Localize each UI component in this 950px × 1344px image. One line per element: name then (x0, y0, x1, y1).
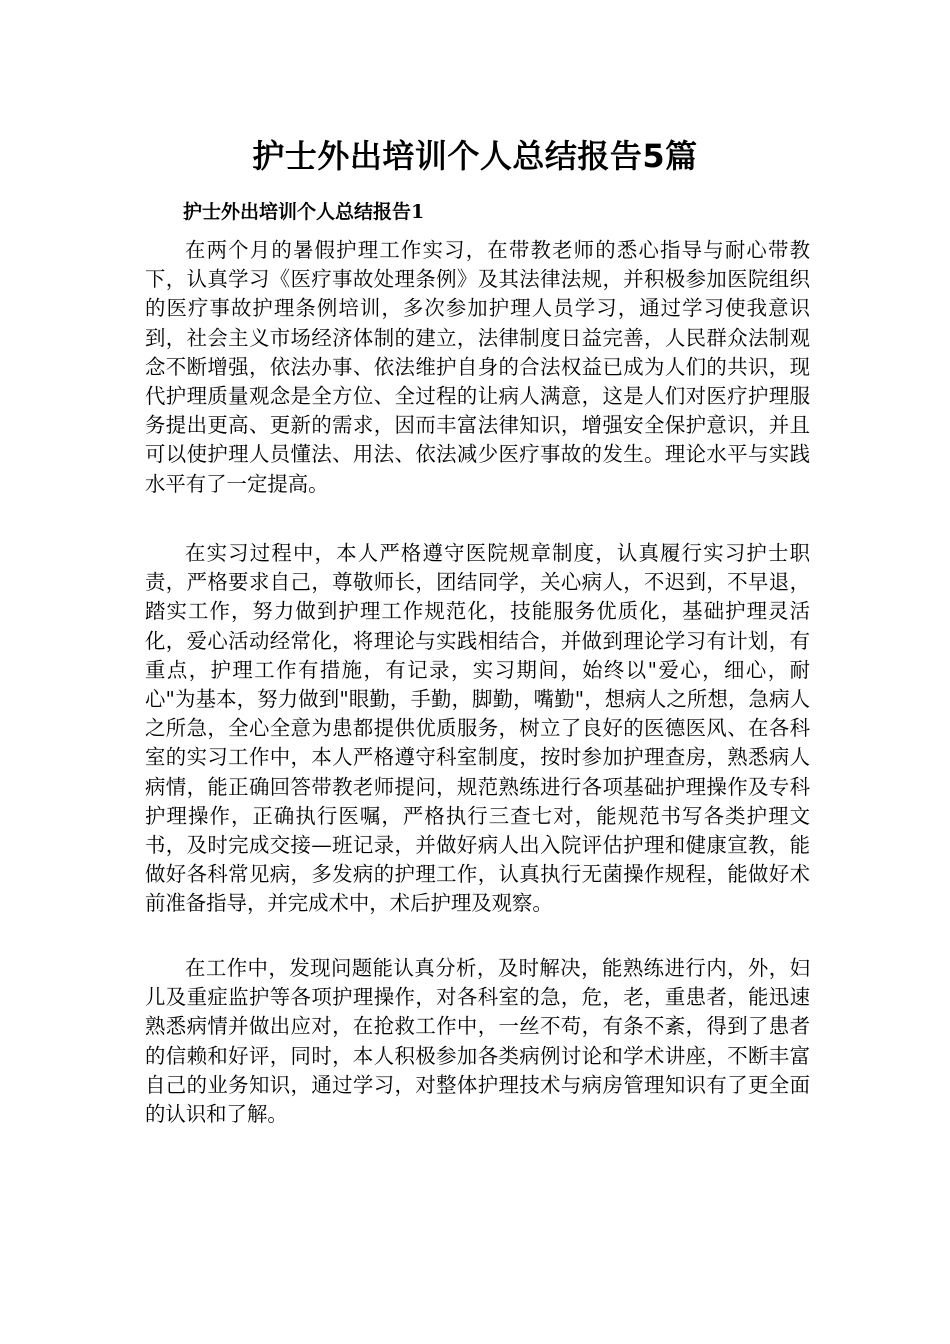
section-heading: 护士外出培训个人总结报告1 (183, 201, 425, 223)
paragraph-1: 在两个月的暑假护理工作实习，在带教老师的悉心指导与耐心带教下，认真学习《医疗事故处理条例》及其法律法规，并积极参加医院组织的医疗事故护理条例培训，多次参加护理人员学习，通过学习使我意识到，社会主义市场经济体制的建立，法律制度日益完善，人民群众法制观念不断增强，依法办事、依法维护自身的合法权益已成为人们的共识，现代护理质量观念是全方位、全过程的让病人满意，这是人们对医疗护理服务提出更高、更新的需求，因而丰富法律知识，增强安全保护意识，并且可以使护理人员懂法、用法、依法减少医疗事故的发生。理论水平与实践水平有了一定提高。 (145, 238, 810, 496)
paragraph-3: 在工作中，发现问题能认真分析，及时解决，能熟练进行内，外，妇儿及重症监护等各项护理操作，对各科室的急，危，老，重患者，能迅速熟悉病情并做出应对，在抢救工作中，一丝不苟，有条不紊，得到了患者的信赖和好评，同时，本人积极参加各类病例讨论和学术讲座，不断丰富自己的业务知识，通过学习，对整体护理技术与病房管理知识有了更全面的认识和了解。 (145, 956, 810, 1127)
paragraph-2: 在实习过程中，本人严格遵守医院规章制度，认真履行实习护士职责，严格要求自己，尊敬师长，团结同学，关心病人，不迟到，不早退，踏实工作，努力做到护理工作规范化，技能服务优质化，基础护理灵活化，爱心活动经常化，将理论与实践相结合，并做到理论学习有计划，有重点，护理工作有措施，有记录，实习期间，始终以"爱心，细心，耐心"为基本，努力做到"眼勤，手勤，脚勤，嘴勤"，想病人之所想，急病人之所急，全心全意为患都提供优质服务，树立了良好的医德医风、在各科室的实习工作中，本人严格遵守科室制度，按时参加护理查房，熟悉病人病情，能正确回答带教老师提问，规范熟练进行各项基础护理操作及专科护理操作，正确执行医嘱，严格执行三查七对，能规范书写各类护理文书，及时完成交接—班记录，并做好病人出入院评估护理和健康宣教，能做好各科常见病，多发病的护理工作，认真执行无菌操作规程，能做好术前准备指导，并完成术中，术后护理及观察。 (145, 541, 810, 916)
document-title: 护士外出培训个人总结报告5篇 (252, 137, 698, 175)
